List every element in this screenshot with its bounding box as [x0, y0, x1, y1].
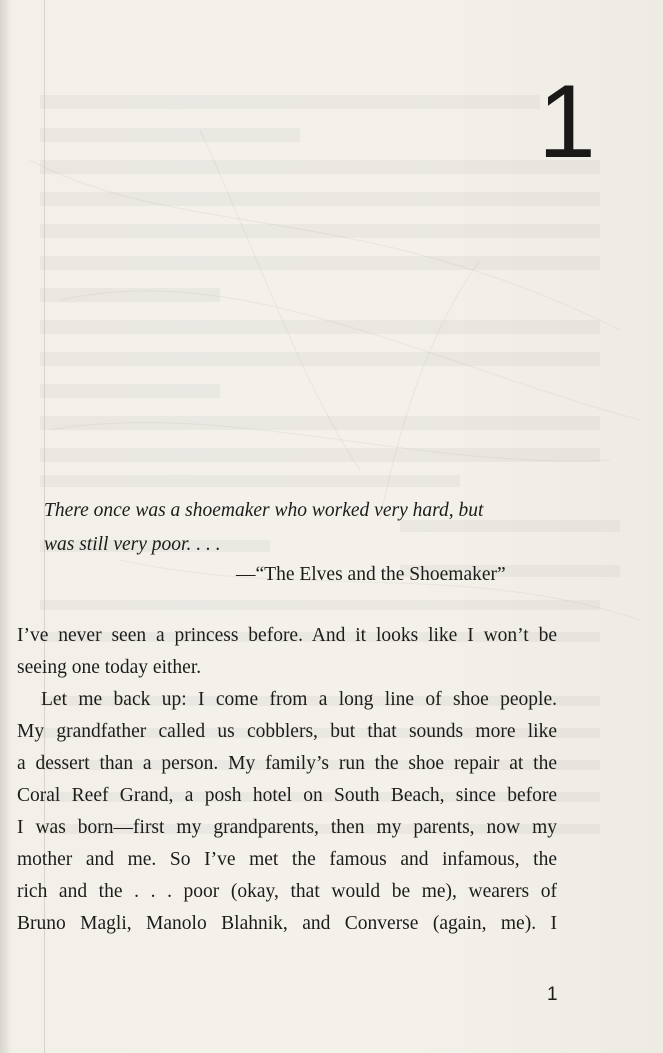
epigraph: [44, 494, 544, 562]
body-line: I was born—first my grandparents, then my parents, now my: [17, 817, 557, 838]
body-line: a dessert than a person. My family’s run the shoe repair at the: [17, 753, 557, 774]
body-line: Bruno Magli, Manolo Blahnik, and Converse (again, me). I: [17, 913, 557, 934]
body-line: Let me back up: I come from a long line of shoe people.: [41, 689, 557, 710]
body-line: rich and the . . . poor (okay, that would be me), wearers of: [17, 881, 557, 902]
epigraph-attribution: —“The Elves and the Shoemaker”: [236, 564, 506, 585]
body-line: Coral Reef Grand, a posh hotel on South Beach, since before: [17, 785, 557, 806]
body-line: My grandfather called us cobblers, but that sounds more like: [17, 721, 557, 742]
body-line: mother and me. So I’ve met the famous and infamous, the: [17, 849, 557, 870]
epigraph-line: There once was a shoemaker who worked very hard, but: [44, 500, 484, 521]
body-line: seeing one today either.: [17, 657, 202, 678]
spine-shadow: [0, 0, 10, 1053]
page-number: 1: [547, 984, 558, 1005]
chapter-number: 1: [538, 64, 594, 180]
body-line: I’ve never seen a princess before. And it looks like I won’t be: [17, 625, 557, 646]
epigraph-line: was still very poor. . . .: [44, 534, 221, 555]
